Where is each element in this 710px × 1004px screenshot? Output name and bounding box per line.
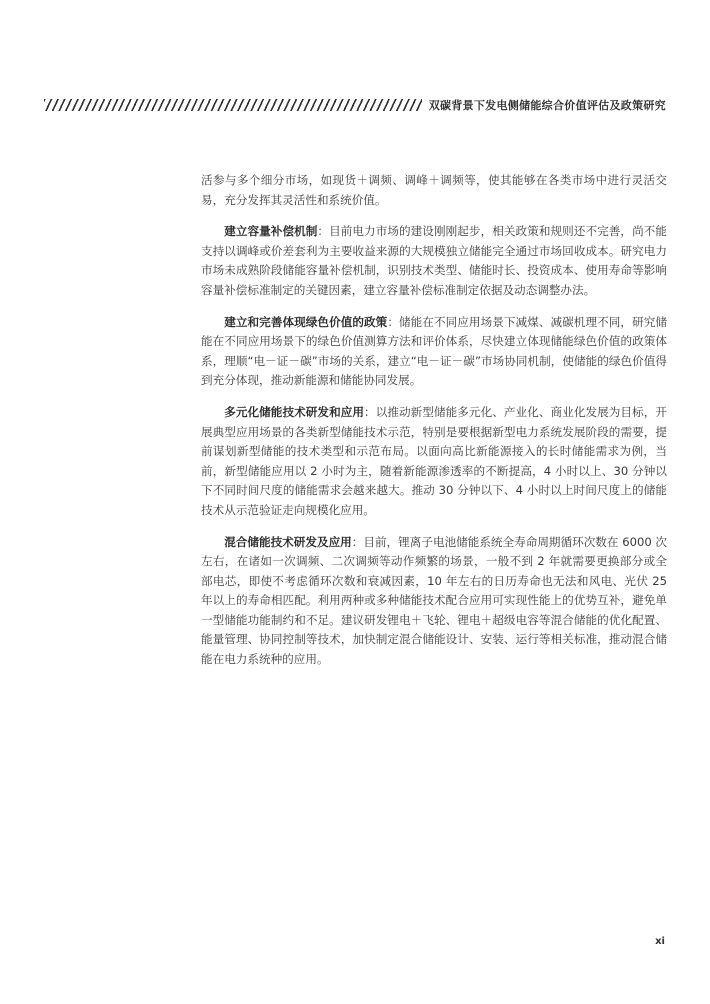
paragraph-heading: 建立容量补偿机制 [224, 224, 318, 239]
paragraph [201, 171, 667, 210]
paragraph-heading: 建立和完善体现绿色价值的政策 [224, 314, 388, 329]
paragraph-text: ：以推动新型储能多元化、产业化、商业化发展为目标，开展典型应用场景的各类新型储能技术示范，特别是要根据新型电力系统发展阶段的需要，提前谋划新型储能的技术类型和示范布局。以面向高比新能源接入的长时储能需求为例，当前，新型储能应用以 2 小时为主，随着新能源渗透率的不断提高，4 小时以上、30 分钟以下不同时间尺度的储能需求会越来越大。推动 30 分钟以下、4 小时以上时间尺度上的储能技术从示范验证走向规模化应用。 [201, 404, 667, 517]
paragraph [201, 403, 667, 521]
page-number: xi [655, 936, 665, 947]
paragraph-text: 活参与多个细分市场，如现货＋调频、调峰＋调频等，使其能够在各类市场中进行灵活交易，充分发挥其灵活性和系统价值。 [201, 173, 667, 207]
paragraph-text: ：目前电力市场的建设刚刚起步，相关政策和规则还不完善，尚不能支持以调峰或价差套利为主要收益来源的大规模独立储能完全通过市场回收成本。研究电力市场未成熟阶段储能容量补偿机制，识别技术类型、储能时长、投资成本、使用寿命等影响容量补偿标准制定的关键因素，建立容量补偿标准制定依据及动态调整办法。 [201, 224, 667, 297]
paragraph-heading: 多元化储能技术研发和应用 [224, 404, 365, 419]
paragraph [201, 313, 667, 391]
header-stripe-decoration [44, 99, 422, 111]
paragraph [201, 533, 667, 670]
page-header [44, 97, 666, 115]
paragraph [201, 222, 667, 300]
paragraph-text: ：目前，锂离子电池储能系统全寿命周期循环次数在 6000 次左右，在诸如一次调频、二次调频等动作频繁的场景，一般不到 2 年就需要更换部分或全部电芯，即使不考虑循环次数和衰减因素，10 年左右的日历寿命也无法和风电、光伏 25 年以上的寿命相匹配。利用两种或多种储能技术配合应用可实现性能上的优势互补，避免单一型储能功能制约和不足。建议研发锂电＋飞轮、锂电＋超级电容等混合储能的优化配置、能量管理、协同控制等技术，加快制定混合储能设计、安装、运行等相关标准，推动混合储能在电力系统种的应用。 [201, 534, 667, 667]
paragraph-text: ：储能在不同应用场景下减煤、减碳机理不同，研究储能在不同应用场景下的绿色价值测算方法和评价体系，尽快建立体现储能绿色价值的政策体系，理顺“电－证－碳”市场的关系，建立“电－证－碳”市场协同机制，使储能的绿色价值得到充分体现，推动新能源和储能协同发展。 [201, 314, 667, 388]
document-body [201, 171, 667, 682]
paragraph-heading: 混合储能技术研发及应用 [224, 534, 352, 549]
header-title: 双碳背景下发电侧储能综合价值评估及政策研究 [428, 99, 666, 112]
